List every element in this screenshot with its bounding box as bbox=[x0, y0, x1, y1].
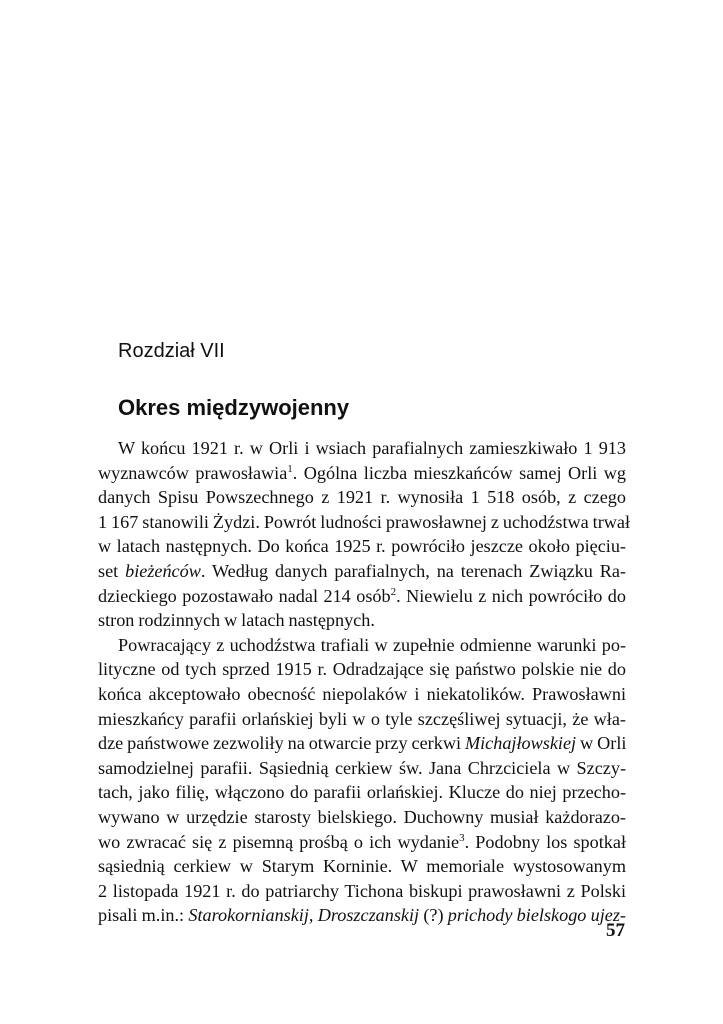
text-segment: wyznawców prawosławia bbox=[98, 462, 288, 483]
text-segment: pisali m.in.: bbox=[98, 905, 189, 926]
text-segment: dze państwowe zezwoliły na otwarcie przy cerkwi bbox=[98, 733, 465, 754]
text-line bbox=[98, 707, 626, 732]
page-number: 57 bbox=[606, 920, 625, 941]
text-segment: . Ogólna liczba mieszkańców samej Orli wg bbox=[292, 462, 626, 483]
text-segment: set bbox=[98, 560, 126, 581]
text-line bbox=[98, 510, 631, 535]
text-line bbox=[98, 633, 626, 658]
text-segment: wywano w urzędzie starosty bielskiego. Duchowny musiał każdorazo- bbox=[98, 806, 626, 827]
text-segment: w Orli bbox=[576, 733, 627, 754]
italic-text: prichody bielskogo ujez- bbox=[447, 905, 626, 926]
text-line bbox=[98, 461, 626, 486]
chapter-title: Okres międzywojenny bbox=[118, 395, 350, 420]
italic-text: bieżeńców bbox=[125, 560, 201, 581]
text-segment: mieszkańcy parafii orlańskiej byli w o tyle szczęśliwej sytuacji, że wła- bbox=[98, 708, 626, 729]
paragraph bbox=[98, 633, 626, 928]
text-segment: 2 listopada 1921 r. do patriarchy Tichona biskupi prawosławni z Polski bbox=[98, 880, 626, 901]
text-line bbox=[98, 534, 626, 559]
text-segment: wo zwracać się z pisemną prośbą o ich wydanie bbox=[98, 831, 460, 852]
body-text bbox=[98, 436, 631, 928]
text-segment: 1 167 stanowili Żydzi. Powrót ludności prawosławnej z uchodźstwa trwał bbox=[98, 511, 631, 532]
text-line bbox=[98, 608, 626, 633]
text-segment: (?) bbox=[419, 905, 448, 926]
text-line bbox=[98, 756, 626, 781]
text-segment: samodzielnej parafii. Sąsiednią cerkiew św. Jana Chrzciciela w Szczy- bbox=[98, 757, 626, 778]
footnote-ref: 2 bbox=[390, 585, 397, 598]
text-line bbox=[98, 485, 626, 510]
text-line bbox=[98, 657, 626, 682]
text-segment: lityczne od tych sprzed 1915 r. Odradzające się państwo polskie nie do bbox=[98, 659, 626, 680]
text-segment: końca akceptowało obecność niepolaków i niekatolików. Prawosławni bbox=[98, 683, 626, 704]
text-segment: sąsiednią cerkiew w Starym Korninie. W memoriale wystosowanym bbox=[98, 856, 626, 877]
text-segment: tach, jako filię, włączono do parafii orlańskiej. Klucze do niej przecho- bbox=[98, 782, 626, 803]
text-line bbox=[98, 436, 626, 461]
text-line bbox=[98, 805, 626, 830]
chapter-label: Rozdział VII bbox=[118, 340, 225, 362]
italic-text: Michajłowskiej bbox=[464, 733, 577, 754]
paragraph bbox=[98, 436, 631, 633]
text-line bbox=[98, 584, 626, 609]
text-segment: . Niewielu z nich powróciło do bbox=[396, 585, 626, 606]
text-segment: dzieckiego pozostawało nadal 214 osób bbox=[98, 585, 391, 606]
text-line bbox=[98, 780, 626, 805]
text-line bbox=[98, 830, 626, 855]
footnote-ref: 1 bbox=[287, 462, 293, 475]
text-line bbox=[98, 854, 626, 879]
text-line bbox=[98, 879, 626, 904]
text-line bbox=[98, 731, 626, 756]
text-line bbox=[98, 682, 626, 707]
text-line bbox=[98, 559, 626, 584]
text-segment: stron rodzinnych w latach następnych. bbox=[98, 610, 375, 631]
italic-text: Starokornianskij, Droszczanskij bbox=[188, 905, 420, 926]
text-segment: w latach następnych. Do końca 1925 r. powróciło jeszcze około pięciu- bbox=[98, 536, 626, 557]
text-segment: W końcu 1921 r. w Orli i wsiach parafialnych zamieszkiwało 1 913 bbox=[118, 438, 626, 458]
text-segment: . Podobny los spotkał bbox=[464, 831, 626, 852]
text-segment: danych Spisu Powszechnego z 1921 r. wynosiła 1 518 osób, z czego bbox=[98, 487, 626, 508]
footnote-ref: 3 bbox=[459, 831, 465, 844]
text-segment: . Według danych parafialnych, na terenach Związku Ra- bbox=[200, 560, 626, 581]
text-line bbox=[98, 903, 626, 928]
text-segment: Powracający z uchodźstwa trafiali w zupełnie odmienne warunki po- bbox=[118, 634, 626, 655]
